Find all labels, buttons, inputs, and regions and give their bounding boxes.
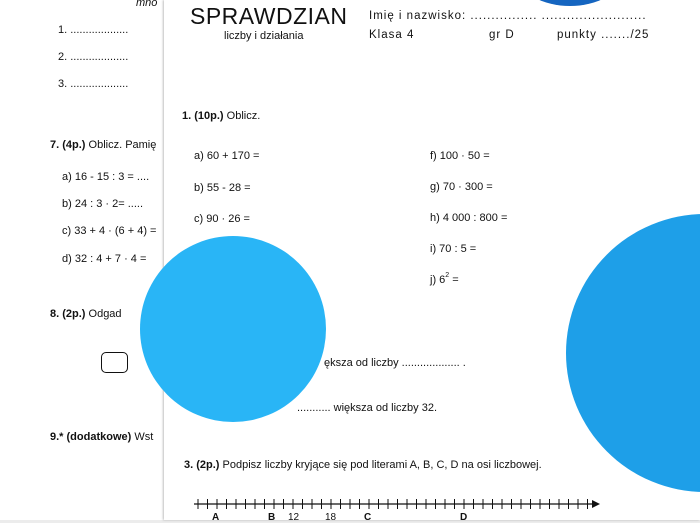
axis-label-a: A bbox=[212, 512, 220, 523]
group-label: gr D bbox=[489, 29, 515, 41]
task7-heading bbox=[50, 139, 156, 151]
answer-line-2: 2. ................... bbox=[58, 51, 129, 63]
answer-line-3: 3. ................... bbox=[58, 78, 129, 90]
top-fragment: mno bbox=[136, 0, 158, 9]
task9-heading bbox=[50, 431, 153, 443]
worksheet-title: SPRAWDZIAN bbox=[190, 3, 348, 29]
axis-label-12: 12 bbox=[288, 512, 300, 523]
task7-text: Oblicz. Pamię bbox=[88, 139, 157, 151]
axis-label-c: C bbox=[364, 512, 372, 523]
task7-item-b: b) 24 : 3 · 2= ..... bbox=[62, 198, 144, 210]
task1-item-a: a) 60 + 170 = bbox=[194, 150, 260, 162]
task1-item-g: g) 70 · 300 = bbox=[430, 181, 493, 193]
class-label: Klasa 4 bbox=[369, 29, 415, 41]
task2-line-2: ........... większa od liczby 32. bbox=[297, 402, 437, 414]
number-line-arrow bbox=[592, 500, 600, 508]
task3-number: 3. (2p.) bbox=[184, 459, 220, 471]
task7-item-c: c) 33 + 4 · (6 + 4) = bbox=[62, 225, 157, 237]
back-worksheet bbox=[0, 0, 164, 520]
task9-number: 9.* (dodatkowe) bbox=[50, 431, 132, 443]
axis-label-18: 18 bbox=[325, 512, 337, 523]
worksheet-subtitle: liczby i działania bbox=[224, 30, 304, 42]
task1-heading bbox=[182, 110, 260, 122]
task1-j-equals: = bbox=[449, 274, 459, 286]
task1-item-f: f) 100 · 50 = bbox=[430, 150, 490, 162]
axis-label-b: B bbox=[268, 512, 276, 523]
task1-item-b: b) 55 - 28 = bbox=[194, 182, 251, 194]
task7-item-d: d) 32 : 4 + 7 · 4 = bbox=[62, 253, 147, 265]
name-field: Imię i nazwisko: ................ ......................... bbox=[369, 10, 647, 22]
task3-text: Podpisz liczby kryjące się pod literami A, B, C, D na osi liczbowej. bbox=[222, 459, 542, 471]
task8-number: 8. (2p.) bbox=[50, 308, 86, 320]
number-line bbox=[164, 490, 700, 520]
task7-number: 7. (4p.) bbox=[50, 139, 86, 151]
task1-number: 1. (10p.) bbox=[182, 110, 224, 122]
task1-text: Oblicz. bbox=[226, 110, 261, 122]
task9-text: Wst bbox=[134, 431, 154, 443]
task1-j-base: j) 6 bbox=[430, 274, 446, 286]
points-field: punkty ......./25 bbox=[557, 29, 650, 41]
task1-item-j bbox=[430, 274, 459, 286]
task1-item-h: h) 4 000 : 800 = bbox=[430, 212, 508, 224]
task1-item-c: c) 90 · 26 = bbox=[194, 213, 250, 225]
answer-box bbox=[101, 352, 128, 373]
task7-item-a: a) 16 - 15 : 3 = .... bbox=[62, 171, 150, 183]
task1-j-exponent: 2 bbox=[445, 272, 450, 279]
blue-circle-left bbox=[140, 236, 326, 422]
answer-line-1: 1. ................... bbox=[58, 24, 129, 36]
task8-heading bbox=[50, 308, 122, 320]
task8-text: Odgad bbox=[88, 308, 122, 320]
task2-line-1: ększa od liczby ................... . bbox=[324, 357, 466, 369]
task1-item-i: i) 70 : 5 = bbox=[430, 243, 477, 255]
task3-heading bbox=[184, 459, 542, 471]
axis-label-d: D bbox=[460, 512, 468, 523]
